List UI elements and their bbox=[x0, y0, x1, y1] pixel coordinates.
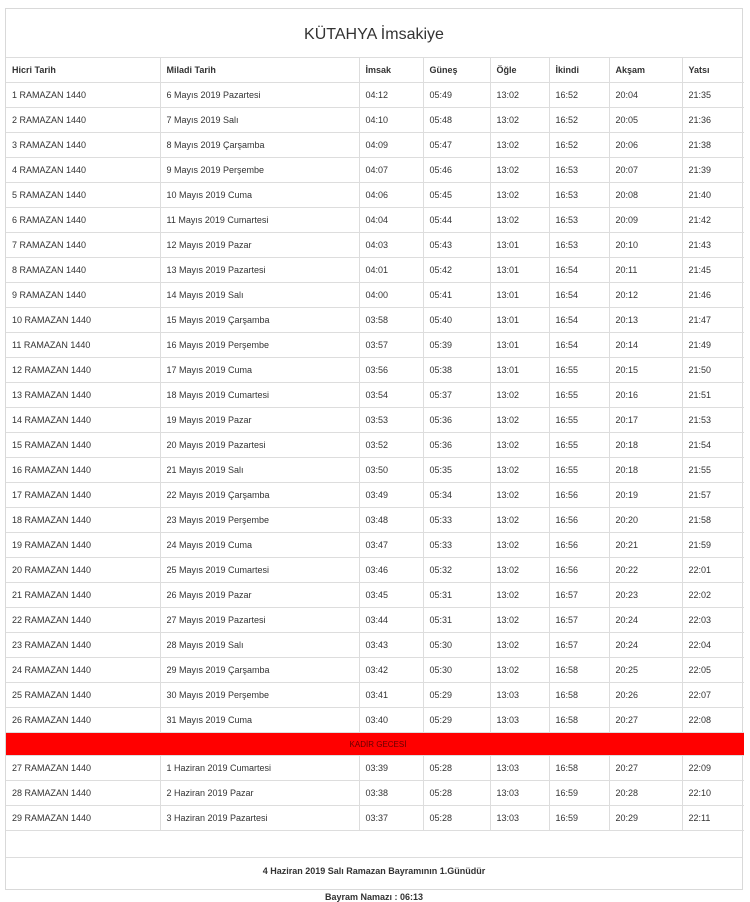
table-row bbox=[6, 756, 744, 781]
table-cell: 22 Mayıs 2019 Çarşamba bbox=[160, 483, 359, 508]
table-cell: 28 RAMAZAN 1440 bbox=[6, 781, 160, 806]
table-cell: 21:42 bbox=[682, 208, 744, 233]
table-cell: 13:02 bbox=[490, 158, 549, 183]
table-cell: 05:29 bbox=[423, 683, 490, 708]
table-cell: 20:08 bbox=[609, 183, 682, 208]
table-cell: 03:39 bbox=[359, 756, 423, 781]
table-cell: 03:41 bbox=[359, 683, 423, 708]
table-cell: 05:28 bbox=[423, 806, 490, 831]
imsakiye-table bbox=[6, 58, 744, 831]
table-cell: 7 RAMAZAN 1440 bbox=[6, 233, 160, 258]
table-cell: 13:02 bbox=[490, 208, 549, 233]
table-cell: 13:02 bbox=[490, 633, 549, 658]
table-cell: 05:33 bbox=[423, 508, 490, 533]
table-row bbox=[6, 533, 744, 558]
table-cell: 16:55 bbox=[549, 383, 609, 408]
table-cell: 20:27 bbox=[609, 756, 682, 781]
table-cell: 03:53 bbox=[359, 408, 423, 433]
table-cell: 21 Mayıs 2019 Salı bbox=[160, 458, 359, 483]
table-cell: 05:34 bbox=[423, 483, 490, 508]
table-spacer bbox=[6, 831, 742, 858]
table-cell: 20:18 bbox=[609, 433, 682, 458]
column-header-ikindi: İkindi bbox=[549, 58, 609, 83]
table-cell: 22:03 bbox=[682, 608, 744, 633]
table-cell: 16:57 bbox=[549, 583, 609, 608]
table-cell: 18 RAMAZAN 1440 bbox=[6, 508, 160, 533]
table-row bbox=[6, 608, 744, 633]
table-cell: 16:58 bbox=[549, 708, 609, 733]
table-cell: 05:37 bbox=[423, 383, 490, 408]
table-cell: 03:40 bbox=[359, 708, 423, 733]
table-cell: 27 Mayıs 2019 Pazartesi bbox=[160, 608, 359, 633]
table-cell: 21 RAMAZAN 1440 bbox=[6, 583, 160, 608]
table-cell: 21:55 bbox=[682, 458, 744, 483]
table-cell: 20:24 bbox=[609, 608, 682, 633]
table-cell: 5 RAMAZAN 1440 bbox=[6, 183, 160, 208]
table-row bbox=[6, 781, 744, 806]
kadir-gecesi-row bbox=[6, 733, 744, 756]
table-row bbox=[6, 508, 744, 533]
table-cell: 16:58 bbox=[549, 756, 609, 781]
table-cell: 03:46 bbox=[359, 558, 423, 583]
table-cell: 05:47 bbox=[423, 133, 490, 158]
table-cell: 21:40 bbox=[682, 183, 744, 208]
table-cell: 21:47 bbox=[682, 308, 744, 333]
table-cell: 16:56 bbox=[549, 508, 609, 533]
table-cell: 20:29 bbox=[609, 806, 682, 831]
table-cell: 20 RAMAZAN 1440 bbox=[6, 558, 160, 583]
table-row bbox=[6, 258, 744, 283]
table-cell: 13:01 bbox=[490, 258, 549, 283]
bayram-namazi-text: Bayram Namazı : 06:13 bbox=[324, 892, 424, 902]
column-header-miladi: Miladi Tarih bbox=[160, 58, 359, 83]
table-cell: 21:57 bbox=[682, 483, 744, 508]
table-cell: 21:46 bbox=[682, 283, 744, 308]
table-cell: 05:40 bbox=[423, 308, 490, 333]
table-cell: 16:55 bbox=[549, 458, 609, 483]
table-cell: 28 Mayıs 2019 Salı bbox=[160, 633, 359, 658]
table-cell: 21:49 bbox=[682, 333, 744, 358]
table-cell: 20:15 bbox=[609, 358, 682, 383]
table-cell: 13:02 bbox=[490, 583, 549, 608]
table-cell: 20:07 bbox=[609, 158, 682, 183]
table-cell: 20 Mayıs 2019 Pazartesi bbox=[160, 433, 359, 458]
table-row bbox=[6, 433, 744, 458]
table-cell: 13:01 bbox=[490, 358, 549, 383]
table-cell: 29 Mayıs 2019 Çarşamba bbox=[160, 658, 359, 683]
table-cell: 22:10 bbox=[682, 781, 744, 806]
table-cell: 16:56 bbox=[549, 533, 609, 558]
table-cell: 22:04 bbox=[682, 633, 744, 658]
table-cell: 13:01 bbox=[490, 283, 549, 308]
table-cell: 1 RAMAZAN 1440 bbox=[6, 83, 160, 108]
table-cell: 13 RAMAZAN 1440 bbox=[6, 383, 160, 408]
table-cell: 04:07 bbox=[359, 158, 423, 183]
column-header-imsak: İmsak bbox=[359, 58, 423, 83]
table-cell: 11 RAMAZAN 1440 bbox=[6, 333, 160, 358]
table-cell: 13:02 bbox=[490, 408, 549, 433]
table-cell: 13:02 bbox=[490, 533, 549, 558]
table-cell: 21:39 bbox=[682, 158, 744, 183]
table-cell: 16:53 bbox=[549, 183, 609, 208]
table-row bbox=[6, 408, 744, 433]
table-cell: 05:44 bbox=[423, 208, 490, 233]
table-cell: 16:58 bbox=[549, 683, 609, 708]
table-cell: 05:30 bbox=[423, 633, 490, 658]
table-cell: 16:53 bbox=[549, 208, 609, 233]
table-cell: 04:06 bbox=[359, 183, 423, 208]
table-cell: 21:45 bbox=[682, 258, 744, 283]
table-cell: 03:54 bbox=[359, 383, 423, 408]
table-row bbox=[6, 133, 744, 158]
table-cell: 05:32 bbox=[423, 558, 490, 583]
table-cell: 16:54 bbox=[549, 333, 609, 358]
table-cell: 20:11 bbox=[609, 258, 682, 283]
table-cell: 15 RAMAZAN 1440 bbox=[6, 433, 160, 458]
table-cell: 22:07 bbox=[682, 683, 744, 708]
table-cell: 3 Haziran 2019 Pazartesi bbox=[160, 806, 359, 831]
table-row bbox=[6, 658, 744, 683]
table-cell: 13:03 bbox=[490, 683, 549, 708]
table-cell: 16:52 bbox=[549, 133, 609, 158]
table-cell: 16:54 bbox=[549, 258, 609, 283]
table-cell: 3 RAMAZAN 1440 bbox=[6, 133, 160, 158]
column-header-aksam: Akşam bbox=[609, 58, 682, 83]
table-cell: 9 RAMAZAN 1440 bbox=[6, 283, 160, 308]
table-row bbox=[6, 708, 744, 733]
table-cell: 20:24 bbox=[609, 633, 682, 658]
table-cell: 10 RAMAZAN 1440 bbox=[6, 308, 160, 333]
table-cell: 21:43 bbox=[682, 233, 744, 258]
table-cell: 04:10 bbox=[359, 108, 423, 133]
table-cell: 16:53 bbox=[549, 233, 609, 258]
table-cell: 03:45 bbox=[359, 583, 423, 608]
table-cell: 22 RAMAZAN 1440 bbox=[6, 608, 160, 633]
table-row bbox=[6, 806, 744, 831]
table-cell: 12 RAMAZAN 1440 bbox=[6, 358, 160, 383]
table-cell: 24 Mayıs 2019 Cuma bbox=[160, 533, 359, 558]
column-header-ogle: Öğle bbox=[490, 58, 549, 83]
table-cell: 16:57 bbox=[549, 608, 609, 633]
table-body bbox=[6, 83, 744, 733]
table-cell: 16:56 bbox=[549, 558, 609, 583]
table-cell: 21:53 bbox=[682, 408, 744, 433]
table-cell: 16:52 bbox=[549, 108, 609, 133]
table-row bbox=[6, 233, 744, 258]
table-cell: 7 Mayıs 2019 Salı bbox=[160, 108, 359, 133]
table-cell: 4 RAMAZAN 1440 bbox=[6, 158, 160, 183]
table-cell: 03:48 bbox=[359, 508, 423, 533]
table-cell: 18 Mayıs 2019 Cumartesi bbox=[160, 383, 359, 408]
table-cell: 03:52 bbox=[359, 433, 423, 458]
table-cell: 13:02 bbox=[490, 83, 549, 108]
table-cell: 05:49 bbox=[423, 83, 490, 108]
table-cell: 25 Mayıs 2019 Cumartesi bbox=[160, 558, 359, 583]
table-cell: 16 RAMAZAN 1440 bbox=[6, 458, 160, 483]
table-cell: 05:30 bbox=[423, 658, 490, 683]
table-cell: 8 RAMAZAN 1440 bbox=[6, 258, 160, 283]
table-cell: 05:39 bbox=[423, 333, 490, 358]
table-cell: 16:52 bbox=[549, 83, 609, 108]
table-cell: 26 Mayıs 2019 Pazar bbox=[160, 583, 359, 608]
table-cell: 13:02 bbox=[490, 108, 549, 133]
table-cell: 20:13 bbox=[609, 308, 682, 333]
table-cell: 20:26 bbox=[609, 683, 682, 708]
table-cell: 13:01 bbox=[490, 233, 549, 258]
table-cell: 05:29 bbox=[423, 708, 490, 733]
table-cell: 13:02 bbox=[490, 133, 549, 158]
table-cell: 22:01 bbox=[682, 558, 744, 583]
bayram-text: 4 Haziran 2019 Salı Ramazan Bayramının 1.Günüdür bbox=[262, 866, 486, 876]
table-cell: 04:12 bbox=[359, 83, 423, 108]
table-cell: 20:28 bbox=[609, 781, 682, 806]
table-cell: 20:12 bbox=[609, 283, 682, 308]
table-cell: 05:45 bbox=[423, 183, 490, 208]
table-cell: 05:38 bbox=[423, 358, 490, 383]
imsakiye-panel bbox=[5, 8, 743, 902]
table-cell: 05:28 bbox=[423, 781, 490, 806]
table-row bbox=[6, 83, 744, 108]
table-cell: 26 RAMAZAN 1440 bbox=[6, 708, 160, 733]
column-header-yatsi: Yatsı bbox=[682, 58, 744, 83]
table-row bbox=[6, 183, 744, 208]
table-cell: 05:31 bbox=[423, 608, 490, 633]
table-cell: 21:50 bbox=[682, 358, 744, 383]
table-cell: 03:49 bbox=[359, 483, 423, 508]
table-cell: 05:33 bbox=[423, 533, 490, 558]
table-cell: 16:57 bbox=[549, 633, 609, 658]
table-cell: 13:02 bbox=[490, 183, 549, 208]
table-cell: 20:06 bbox=[609, 133, 682, 158]
table-cell: 20:05 bbox=[609, 108, 682, 133]
table-row bbox=[6, 108, 744, 133]
table-row bbox=[6, 383, 744, 408]
column-header-gunes: Güneş bbox=[423, 58, 490, 83]
table-cell: 22:11 bbox=[682, 806, 744, 831]
table-cell: 24 RAMAZAN 1440 bbox=[6, 658, 160, 683]
table-cell: 25 RAMAZAN 1440 bbox=[6, 683, 160, 708]
table-cell: 2 Haziran 2019 Pazar bbox=[160, 781, 359, 806]
table-cell: 19 RAMAZAN 1440 bbox=[6, 533, 160, 558]
table-cell: 13:02 bbox=[490, 608, 549, 633]
table-cell: 21:38 bbox=[682, 133, 744, 158]
table-row bbox=[6, 458, 744, 483]
table-cell: 20:14 bbox=[609, 333, 682, 358]
table-cell: 03:56 bbox=[359, 358, 423, 383]
table-cell: 03:57 bbox=[359, 333, 423, 358]
table-cell: 30 Mayıs 2019 Perşembe bbox=[160, 683, 359, 708]
table-cell: 13:02 bbox=[490, 658, 549, 683]
table-cell: 20:09 bbox=[609, 208, 682, 233]
table-cell: 14 Mayıs 2019 Salı bbox=[160, 283, 359, 308]
table-cell: 19 Mayıs 2019 Pazar bbox=[160, 408, 359, 433]
table-row bbox=[6, 558, 744, 583]
table-cell: 13:02 bbox=[490, 458, 549, 483]
table-cell: 20:23 bbox=[609, 583, 682, 608]
table-cell: 29 RAMAZAN 1440 bbox=[6, 806, 160, 831]
table-cell: 05:28 bbox=[423, 756, 490, 781]
table-cell: 20:16 bbox=[609, 383, 682, 408]
table-cell: 17 RAMAZAN 1440 bbox=[6, 483, 160, 508]
table-cell: 12 Mayıs 2019 Pazar bbox=[160, 233, 359, 258]
table-cell: 04:01 bbox=[359, 258, 423, 283]
table-cell: 21:51 bbox=[682, 383, 744, 408]
table-cell: 13:03 bbox=[490, 756, 549, 781]
table-header-row bbox=[6, 58, 744, 83]
table-cell: 8 Mayıs 2019 Çarşamba bbox=[160, 133, 359, 158]
table-cell: 15 Mayıs 2019 Çarşamba bbox=[160, 308, 359, 333]
table-cell: 16:59 bbox=[549, 806, 609, 831]
page-title: KÜTAHYA İmsakiye bbox=[6, 9, 742, 58]
table-cell: 20:19 bbox=[609, 483, 682, 508]
table-cell: 22:09 bbox=[682, 756, 744, 781]
table-cell: 27 RAMAZAN 1440 bbox=[6, 756, 160, 781]
table-cell: 14 RAMAZAN 1440 bbox=[6, 408, 160, 433]
table-row bbox=[6, 308, 744, 333]
table-cell: 05:41 bbox=[423, 283, 490, 308]
table-row bbox=[6, 483, 744, 508]
table-cell: 20:22 bbox=[609, 558, 682, 583]
table-cell: 20:25 bbox=[609, 658, 682, 683]
table-cell: 20:27 bbox=[609, 708, 682, 733]
table-row bbox=[6, 208, 744, 233]
table-row bbox=[6, 683, 744, 708]
table-cell: 05:43 bbox=[423, 233, 490, 258]
table-cell: 9 Mayıs 2019 Perşembe bbox=[160, 158, 359, 183]
table-cell: 16:59 bbox=[549, 781, 609, 806]
table-cell: 16:54 bbox=[549, 283, 609, 308]
table-cell: 03:42 bbox=[359, 658, 423, 683]
table-cell: 03:58 bbox=[359, 308, 423, 333]
table-cell: 31 Mayıs 2019 Cuma bbox=[160, 708, 359, 733]
table-cell: 23 Mayıs 2019 Perşembe bbox=[160, 508, 359, 533]
table-cell: 13:01 bbox=[490, 308, 549, 333]
table-cell: 13 Mayıs 2019 Pazartesi bbox=[160, 258, 359, 283]
table-cell: 13:02 bbox=[490, 558, 549, 583]
table-cell: 03:43 bbox=[359, 633, 423, 658]
table-row bbox=[6, 583, 744, 608]
table-cell: 10 Mayıs 2019 Cuma bbox=[160, 183, 359, 208]
table-cell: 05:42 bbox=[423, 258, 490, 283]
table-cell: 13:03 bbox=[490, 781, 549, 806]
table-cell: 03:38 bbox=[359, 781, 423, 806]
table-cell: 6 RAMAZAN 1440 bbox=[6, 208, 160, 233]
table-cell: 04:00 bbox=[359, 283, 423, 308]
table-cell: 13:03 bbox=[490, 708, 549, 733]
table-cell: 16:58 bbox=[549, 658, 609, 683]
table-cell: 16:55 bbox=[549, 433, 609, 458]
table-row bbox=[6, 633, 744, 658]
table-cell: 13:03 bbox=[490, 806, 549, 831]
table-cell: 20:17 bbox=[609, 408, 682, 433]
table-cell: 20:04 bbox=[609, 83, 682, 108]
table-cell: 05:46 bbox=[423, 158, 490, 183]
table-row bbox=[6, 358, 744, 383]
table-cell: 21:54 bbox=[682, 433, 744, 458]
table-cell: 16:56 bbox=[549, 483, 609, 508]
table-cell: 04:09 bbox=[359, 133, 423, 158]
table-cell: 20:10 bbox=[609, 233, 682, 258]
table-cell: 04:04 bbox=[359, 208, 423, 233]
table-cell: 16:55 bbox=[549, 408, 609, 433]
table-cell: 16:54 bbox=[549, 308, 609, 333]
table-cell: 21:59 bbox=[682, 533, 744, 558]
table-cell: 1 Haziran 2019 Cumartesi bbox=[160, 756, 359, 781]
table-cell: 21:35 bbox=[682, 83, 744, 108]
table-cell: 23 RAMAZAN 1440 bbox=[6, 633, 160, 658]
table-cell: 22:02 bbox=[682, 583, 744, 608]
table-cell: 22:05 bbox=[682, 658, 744, 683]
table-cell: 20:18 bbox=[609, 458, 682, 483]
table-cell: 20:21 bbox=[609, 533, 682, 558]
table-cell: 16 Mayıs 2019 Perşembe bbox=[160, 333, 359, 358]
table-cell: 22:08 bbox=[682, 708, 744, 733]
column-header-hicri: Hicri Tarih bbox=[6, 58, 160, 83]
table-cell: 03:47 bbox=[359, 533, 423, 558]
table-cell: 16:55 bbox=[549, 358, 609, 383]
table-cell: 21:58 bbox=[682, 508, 744, 533]
table-cell: 11 Mayıs 2019 Cumartesi bbox=[160, 208, 359, 233]
table-cell: 03:50 bbox=[359, 458, 423, 483]
table-cell: 13:02 bbox=[490, 508, 549, 533]
table-cell: 05:31 bbox=[423, 583, 490, 608]
table-body-after bbox=[6, 756, 744, 831]
table-cell: 04:03 bbox=[359, 233, 423, 258]
table-cell: 05:36 bbox=[423, 433, 490, 458]
table-cell: 03:44 bbox=[359, 608, 423, 633]
table-cell: 13:02 bbox=[490, 433, 549, 458]
table-cell: 6 Mayıs 2019 Pazartesi bbox=[160, 83, 359, 108]
table-cell: 2 RAMAZAN 1440 bbox=[6, 108, 160, 133]
table-row bbox=[6, 283, 744, 308]
table-cell: 05:48 bbox=[423, 108, 490, 133]
kadir-gecesi-label: KADİR GECESİ bbox=[6, 733, 744, 756]
table-cell: 17 Mayıs 2019 Cuma bbox=[160, 358, 359, 383]
table-cell: 13:02 bbox=[490, 483, 549, 508]
table-cell: 05:36 bbox=[423, 408, 490, 433]
table-cell: 21:36 bbox=[682, 108, 744, 133]
table-cell: 16:53 bbox=[549, 158, 609, 183]
table-cell: 05:35 bbox=[423, 458, 490, 483]
table-cell: 13:02 bbox=[490, 383, 549, 408]
table-cell: 13:01 bbox=[490, 333, 549, 358]
table-row bbox=[6, 333, 744, 358]
table-cell: 03:37 bbox=[359, 806, 423, 831]
table-cell: 20:20 bbox=[609, 508, 682, 533]
table-row bbox=[6, 158, 744, 183]
